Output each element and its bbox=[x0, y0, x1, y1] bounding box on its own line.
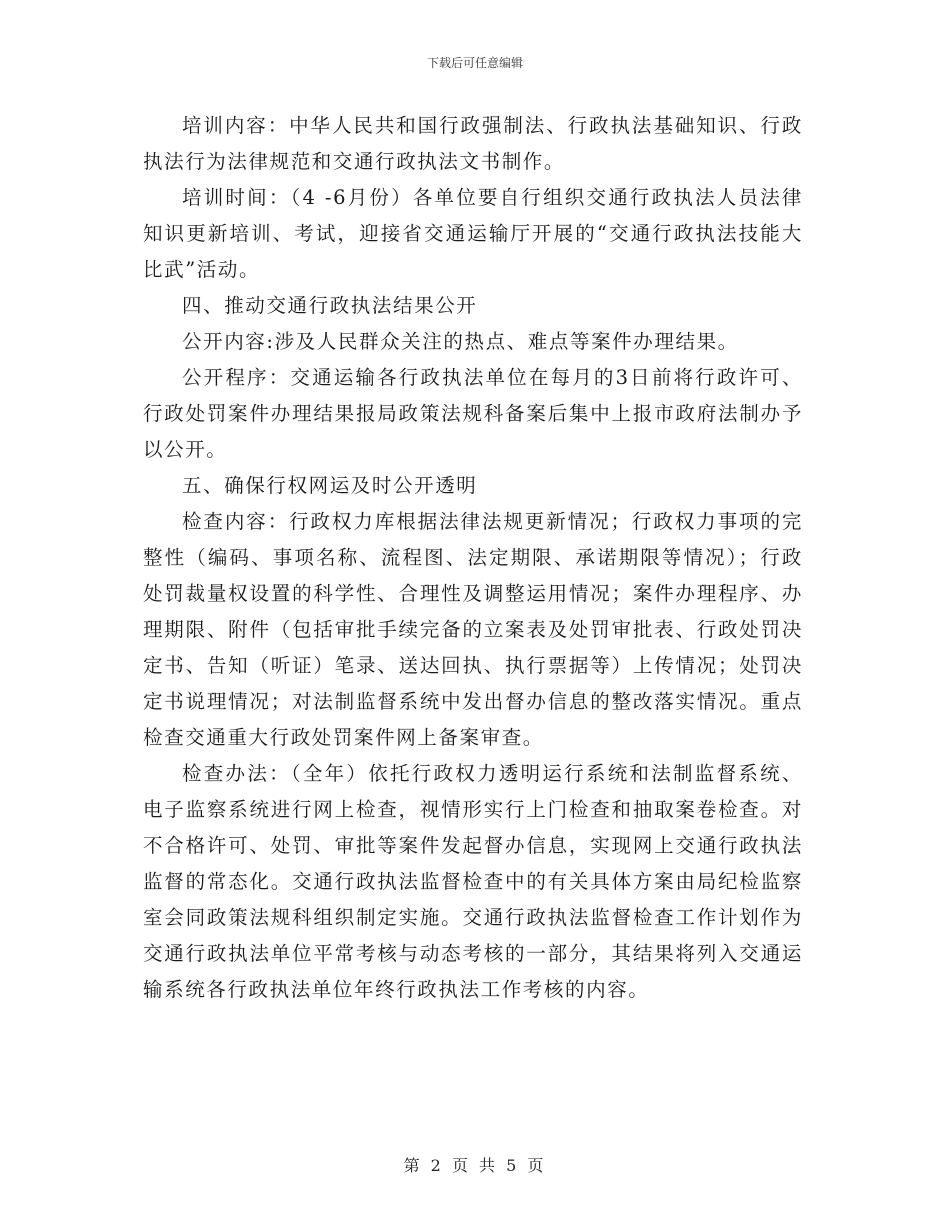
header-note: 下载后可任意编辑 bbox=[426, 56, 523, 70]
paragraph-public-content: 公开内容:涉及人民群众关注的热点、难点等案件办理结果。 bbox=[182, 330, 739, 353]
section-heading-4: 四、推动交通行政执法结果公开 bbox=[182, 294, 478, 317]
paragraph-inspection-method: 检查办法：（全年）依托行政权力透明运行系统和法制监督系统、电子监察系统进行网上检查，视情形实行上门检查和抽取案卷检查。对不合格许可、处罚、审批等案件发起督办信息，实现网上交通行政执法监督的常态化。交通行政执法监督检查中的有关具体方案由局纪检监察室会同政策法规科组织制定实施。交通行政执法监督检查工作计划作为交通行政执法单位平常考核与动态考核的一部分，其结果将列入交通运输系统各行政执法单位年终行政执法工作考核的内容。 bbox=[143, 762, 803, 1001]
paragraph-training-time: 培训时间：（4 -6月份）各单位要自行组织交通行政执法人员法律知识更新培训、考试，迎接省交通运输厅开展的“交通行政执法技能大比武”活动。 bbox=[143, 186, 803, 281]
section-heading-5: 五、确保行权网运及时公开透明 bbox=[182, 474, 478, 497]
page-footer: 第 2 页 共 5 页 bbox=[403, 1156, 547, 1175]
paragraph-public-procedure: 公开程序：交通运输各行政执法单位在每月的3日前将行政许可、行政处罚案件办理结果报局政策法规科备案后集中上报市政府法制办予以公开。 bbox=[143, 366, 803, 461]
document-body bbox=[143, 108, 803, 1008]
paragraph-training-content: 培训内容：中华人民共和国行政强制法、行政执法基础知识、行政执法行为法律规范和交通行政执法文书制作。 bbox=[143, 114, 803, 173]
paragraph-inspection-content: 检查内容：行政权力库根据法律法规更新情况；行政权力事项的完整性（编码、事项名称、流程图、法定期限、承诺期限等情况）；行政处罚裁量权设置的科学性、合理性及调整运用情况；案件办理程序、办理期限、附件（包括审批手续完备的立案表及处罚审批表、行政处罚决定书、告知（听证）笔录、送达回执、执行票据等）上传情况；处罚决定书说理情况；对法制监督系统中发出督办信息的整改落实情况。重点检查交通重大行政处罚案件网上备案审查。 bbox=[143, 510, 803, 749]
